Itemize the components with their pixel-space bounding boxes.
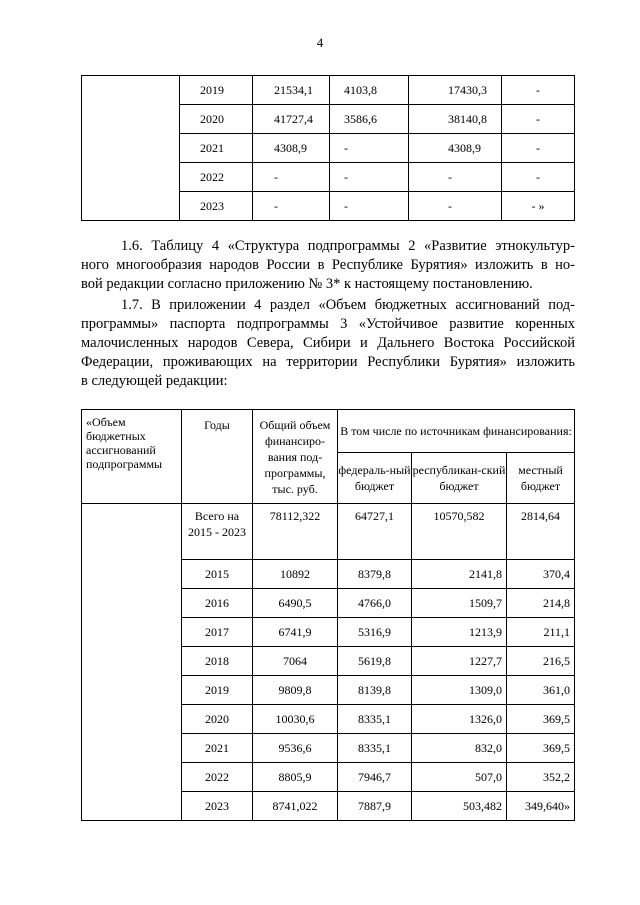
federal-cell: 7946,7 (338, 763, 412, 792)
year-cell: 2022 (182, 763, 253, 792)
blank-cell (82, 76, 180, 221)
local-cell: - (502, 134, 575, 163)
local-cell: 2814,64 (507, 504, 575, 560)
header-federal: федераль-ный бюджет (338, 453, 412, 504)
paragraph-line: 1.7. В приложении 4 раздел «Объем бюджетных ассигнований под- (121, 297, 575, 313)
federal-cell: - (330, 134, 409, 163)
total-cell: 8741,022 (253, 792, 338, 821)
funding-table-continuation (81, 75, 575, 221)
local-cell: - (502, 76, 575, 105)
table-row (82, 504, 575, 560)
federal-cell: 8335,1 (338, 705, 412, 734)
year-cell: 2019 (182, 676, 253, 705)
federal-cell: 8335,1 (338, 734, 412, 763)
total-cell: - (253, 163, 330, 192)
republic-cell: - (409, 192, 502, 221)
federal-cell: 8139,8 (338, 676, 412, 705)
total-cell: 4308,9 (253, 134, 330, 163)
republic-cell: 17430,3 (409, 76, 502, 105)
republic-cell: 507,0 (412, 763, 507, 792)
paragraph-line: 1.6. Таблицу 4 «Структура подпрограммы 2 «Развитие этнокультур- (121, 238, 575, 254)
budget-allocation-table (81, 409, 575, 821)
header-sources: В том числе по источникам финансирования: (338, 410, 575, 453)
total-cell: 6490,5 (253, 589, 338, 618)
local-cell: 214,8 (507, 589, 575, 618)
republic-cell: 10570,582 (412, 504, 507, 560)
year-cell: 2021 (180, 134, 253, 163)
paragraph-line: в следующей редакции: (81, 373, 228, 389)
local-cell: - (502, 105, 575, 134)
paragraph-line: вой редакции согласно приложению № 3* к настоящему постановлению. (81, 276, 533, 292)
local-cell: 352,2 (507, 763, 575, 792)
total-cell: 9536,6 (253, 734, 338, 763)
local-cell: 211,1 (507, 618, 575, 647)
federal-cell: 64727,1 (338, 504, 412, 560)
local-cell: 349,640» (507, 792, 575, 821)
republic-cell: 1509,7 (412, 589, 507, 618)
federal-cell: 8379,8 (338, 560, 412, 589)
year-cell: 2023 (182, 792, 253, 821)
total-cell: 21534,1 (253, 76, 330, 105)
header-republic: республикан-ский бюджет (412, 453, 507, 504)
republic-cell: 503,482 (412, 792, 507, 821)
local-cell: 216,5 (507, 647, 575, 676)
republic-cell: 4308,9 (409, 134, 502, 163)
republic-cell: 1213,9 (412, 618, 507, 647)
header-local: местный бюджет (507, 453, 575, 504)
republic-cell: 38140,8 (409, 105, 502, 134)
local-cell: 361,0 (507, 676, 575, 705)
year-cell: 2022 (180, 163, 253, 192)
total-cell: 78112,322 (253, 504, 338, 560)
federal-cell: 5619,8 (338, 647, 412, 676)
year-cell: 2016 (182, 589, 253, 618)
year-cell: 2019 (180, 76, 253, 105)
total-cell: 41727,4 (253, 105, 330, 134)
year-cell: 2018 (182, 647, 253, 676)
year-cell: 2021 (182, 734, 253, 763)
federal-cell: 4766,0 (338, 589, 412, 618)
local-cell: 370,4 (507, 560, 575, 589)
header-budget-label: «Объем бюджетных ассигнований подпрограммы (82, 410, 182, 504)
federal-cell: 3586,6 (330, 105, 409, 134)
republic-cell: - (409, 163, 502, 192)
republic-cell: 1309,0 (412, 676, 507, 705)
republic-cell: 1326,0 (412, 705, 507, 734)
total-cell: 7064 (253, 647, 338, 676)
local-cell: - (502, 163, 575, 192)
paragraph-1-7 (81, 296, 575, 391)
federal-cell: 4103,8 (330, 76, 409, 105)
year-cell: 2015 (182, 560, 253, 589)
total-cell: 8805,9 (253, 763, 338, 792)
paragraph-line: ного многообразия народов России в Республике Бурятия» изложить в но- (81, 257, 575, 273)
page-number: 4 (316, 35, 324, 50)
total-cell: 10030,6 (253, 705, 338, 734)
total-cell: 9809,8 (253, 676, 338, 705)
republic-cell: 832,0 (412, 734, 507, 763)
year-cell: 2017 (182, 618, 253, 647)
republic-cell: 2141,8 (412, 560, 507, 589)
header-years: Годы (182, 410, 253, 504)
header-total: Общий объем финансиро-вания под-программы, тыс. руб. (253, 410, 338, 504)
paragraph-line: Федерации, проживающих на территории Республики Бурятия» изложить (81, 354, 575, 370)
year-cell: 2020 (180, 105, 253, 134)
local-cell: - » (502, 192, 575, 221)
federal-cell: 7887,9 (338, 792, 412, 821)
paragraph-line: малочисленных народов Севера, Сибири и Дальнего Востока Российской (81, 335, 575, 351)
federal-cell: - (330, 163, 409, 192)
total-cell: 6741,9 (253, 618, 338, 647)
table-row (82, 76, 575, 105)
blank-cell (82, 504, 182, 821)
republic-cell: 1227,7 (412, 647, 507, 676)
local-cell: 369,5 (507, 734, 575, 763)
local-cell: 369,5 (507, 705, 575, 734)
year-cell: 2020 (182, 705, 253, 734)
federal-cell: - (330, 192, 409, 221)
total-cell: 10892 (253, 560, 338, 589)
year-cell: Всего на 2015 - 2023 (182, 504, 253, 560)
paragraph-line: программы» паспорта подпрограммы 3 «Устойчивое развитие коренных (81, 316, 575, 332)
paragraph-1-6 (81, 237, 575, 294)
year-cell: 2023 (180, 192, 253, 221)
total-cell: - (253, 192, 330, 221)
federal-cell: 5316,9 (338, 618, 412, 647)
